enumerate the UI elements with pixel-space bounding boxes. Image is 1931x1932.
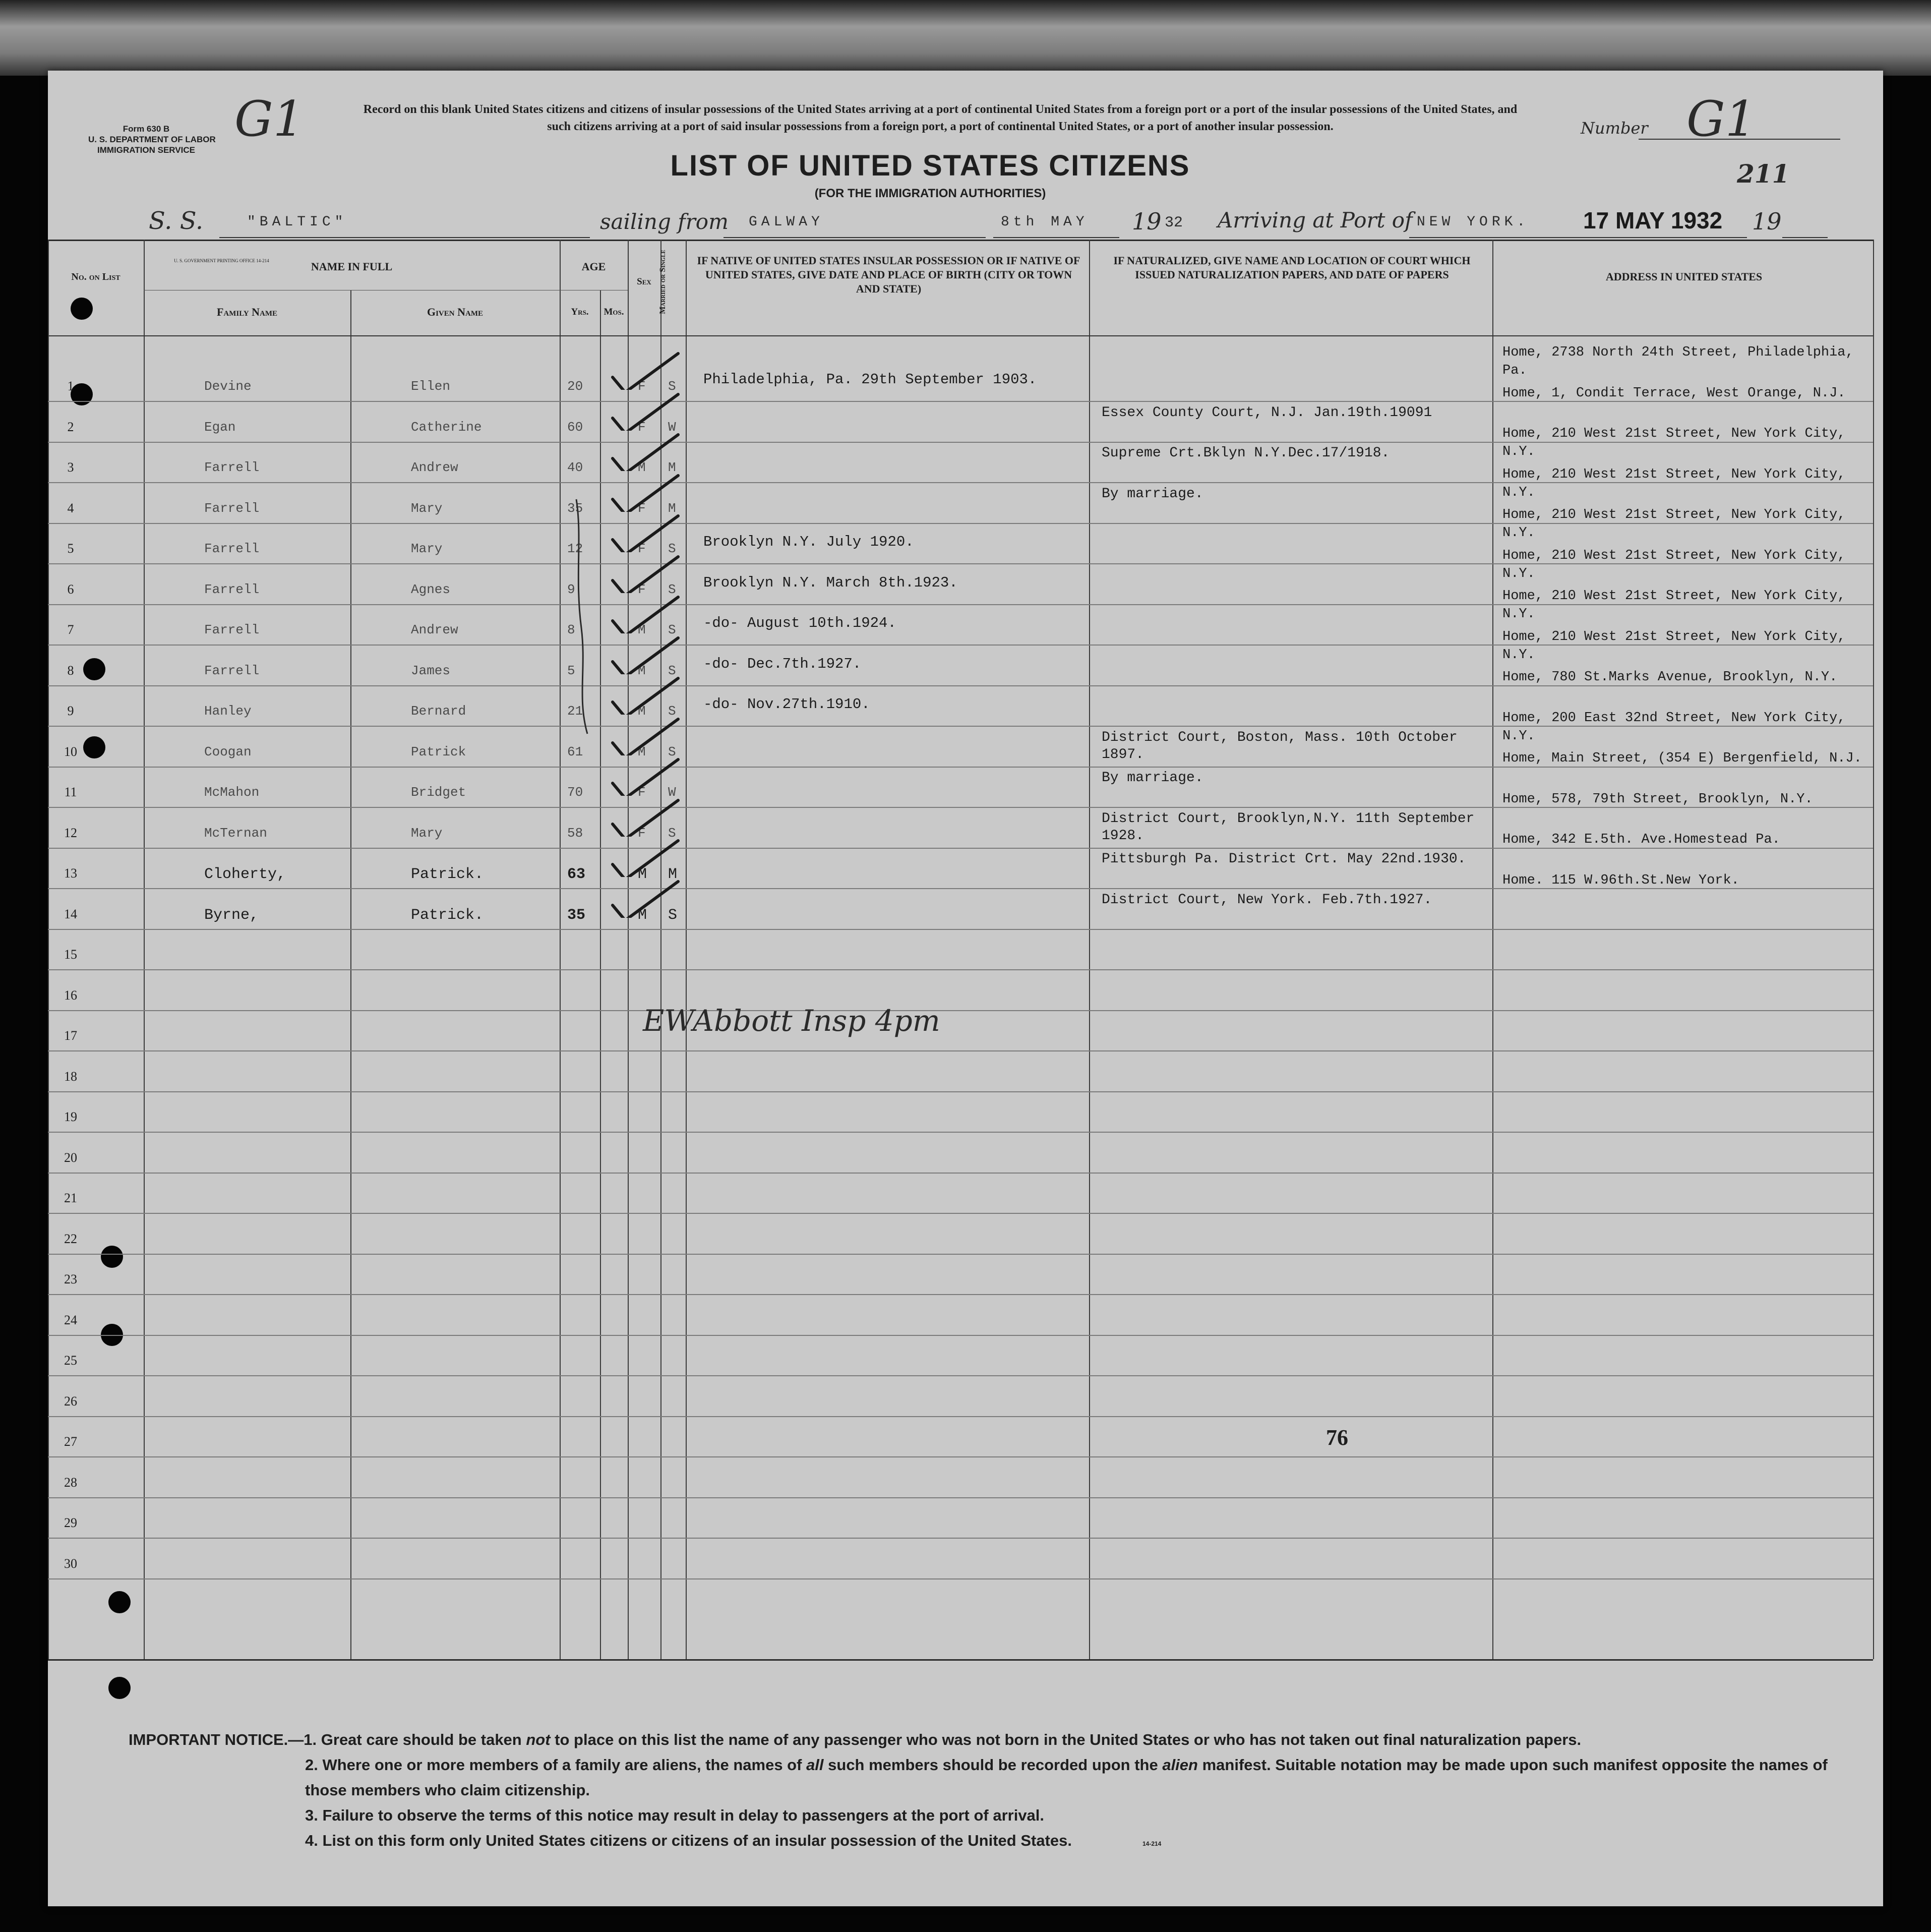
given-name: Bernard — [411, 704, 466, 719]
row-rule — [48, 1091, 1873, 1092]
age-years: 8 — [567, 622, 575, 637]
address: Home, 210 West 21st Street, New York City, N.Y. — [1502, 466, 1846, 500]
arrival-port: NEW YORK. — [1417, 214, 1530, 230]
col-header-birth: IF NATIVE OF UNITED STATES INSULAR POSSESSION OR IF NATIVE OF UNITED STATES, GIVE DATE AND PLACE OF BIRTH (CITY OR TOWN AND STATE) — [697, 254, 1080, 295]
col-header-age: AGE — [581, 260, 606, 273]
arrival-date-stamp: 17 MAY 1932 — [1583, 207, 1723, 233]
row-number: 15 — [64, 947, 77, 962]
sex: M — [638, 460, 646, 475]
col-rule — [144, 240, 145, 1659]
form-instructions: Record on this blank United States citizens and citizens of insular possessions of the United States arriving at a port of continental United States from a foreign port or a port of the insular possessions of the United States, and such citizens arriving at a port of said insular possessions from a foreign port, a port of continental United States, or a port of another insular possession. — [363, 103, 1518, 133]
family-name: Farrell — [204, 460, 260, 475]
page-subtitle: (FOR THE IMMIGRATION AUTHORITIES) — [814, 187, 1046, 200]
family-name: Farrell — [204, 663, 260, 678]
birth-info: -do- Nov.27th.1910. — [703, 696, 870, 713]
family-name: Farrell — [204, 500, 260, 516]
col-header-marital: Married or Single — [658, 250, 667, 314]
printer-note: U. S. GOVERNMENT PRINTING OFFICE 14-214 — [174, 258, 269, 263]
court-info: District Court, Brooklyn,N.Y. 11th September 1928. — [1102, 810, 1475, 844]
address: Home, 342 E.5th. Ave.Homestead Pa. — [1502, 832, 1780, 847]
notice-item-4 — [129, 1828, 1853, 1856]
notice-text: manifest. Suitable notation may be made upon such manifest opposite the names of those members who claim citizenship. — [305, 1756, 1828, 1799]
row-number: 2 — [67, 419, 74, 434]
row-number: 1 — [67, 379, 74, 393]
family-name: McMahon — [204, 785, 260, 800]
notice-text: 3. Failure to observe the terms of this notice may result in delay to passengers at the port of arrival. — [305, 1806, 1045, 1824]
sex: M — [638, 866, 647, 883]
birth-info: -do- August 10th.1924. — [703, 615, 896, 631]
row-number: 6 — [67, 581, 74, 597]
court-info: District Court, New York. Feb.7th.1927. — [1102, 892, 1432, 908]
birth-info: Brooklyn N.Y. March 8th.1923. — [703, 574, 958, 591]
marital-status: W — [668, 419, 676, 435]
row-rule — [48, 1294, 1873, 1295]
row-number: 16 — [64, 987, 77, 1003]
year-prefix: 19 — [1132, 208, 1162, 235]
sex: F — [638, 825, 646, 841]
passenger-table — [48, 240, 1883, 1659]
notice-item-2 — [129, 1752, 1853, 1803]
address: Home, 780 St.Marks Avenue, Brooklyn, N.Y. — [1502, 670, 1838, 685]
row-rule — [48, 1335, 1873, 1336]
birth-info: Brooklyn N.Y. July 1920. — [703, 534, 914, 550]
family-name: Devine — [204, 379, 252, 394]
row-number: 7 — [67, 622, 74, 637]
sex: M — [638, 622, 646, 637]
family-name: Farrell — [204, 541, 260, 556]
age-years: 5 — [567, 663, 575, 678]
family-name: Hanley — [204, 704, 252, 719]
row-rule — [48, 1050, 1873, 1051]
sex: F — [638, 379, 646, 394]
service-name: IMMIGRATION SERVICE — [97, 145, 195, 155]
row-rule — [48, 1254, 1873, 1255]
row-number: 28 — [64, 1475, 77, 1490]
col-header-family: Family Name — [216, 306, 278, 318]
tally-checkmark — [608, 593, 683, 633]
row-number: 9 — [67, 704, 74, 718]
address: Home, 1, Condit Terrace, West Orange, N.J. — [1502, 385, 1846, 401]
given-name: Mary — [411, 500, 443, 516]
age-years: 61 — [567, 744, 583, 759]
notice-item-3 — [129, 1803, 1853, 1828]
address: Home. 115 W.96th.St.New York. — [1502, 872, 1739, 888]
row-number: 26 — [64, 1393, 77, 1409]
ss-label: S. S. — [149, 207, 204, 235]
manifest-sheet — [48, 71, 1883, 1906]
tally-checkmark — [608, 349, 683, 390]
tally-checkmark — [608, 512, 683, 552]
marital-status: S — [668, 744, 676, 759]
notice-text: 2. Where one or more members of a family are aliens, the names of — [305, 1756, 807, 1774]
given-name: Patrick — [411, 744, 466, 759]
given-name: Andrew — [411, 622, 458, 637]
family-name: Egan — [204, 419, 236, 435]
row-number: 18 — [64, 1069, 77, 1084]
given-name: James — [411, 663, 451, 678]
court-info: Supreme Crt.Bklyn N.Y.Dec.17/1918. — [1102, 445, 1390, 461]
address: Home, 200 East 32nd Street, New York City, N.Y. — [1502, 710, 1846, 744]
arrival-underline — [1409, 237, 1747, 238]
sailing-label: sailing from — [600, 209, 729, 234]
row-number: 27 — [64, 1434, 77, 1449]
tally-checkmark — [608, 877, 683, 918]
court-info: By marriage. — [1102, 486, 1203, 502]
marital-status: S — [668, 663, 676, 678]
arriving-label: Arriving at Port of — [1218, 208, 1413, 232]
inspector-signature: EWAbbott Insp 4pm — [643, 1004, 940, 1038]
page-title: LIST OF UNITED STATES CITIZENS — [670, 149, 1190, 182]
notice-emphasis: alien — [1162, 1756, 1198, 1774]
row-rule — [48, 1538, 1873, 1539]
row-rule — [48, 1497, 1873, 1498]
age-years: 58 — [567, 825, 583, 841]
sex: F — [638, 541, 646, 556]
age-years: 63 — [567, 866, 586, 883]
tally-checkmark — [608, 755, 683, 796]
col-rule — [600, 290, 601, 1659]
row-number: 5 — [67, 541, 74, 556]
given-name: Mary — [411, 541, 443, 556]
notice-text: such members should be recorded upon the — [823, 1756, 1163, 1774]
number-value: G1 — [1686, 91, 1756, 147]
family-name: Farrell — [204, 581, 260, 597]
age-years: 12 — [567, 541, 583, 556]
scan-border — [0, 0, 1931, 76]
row-rule — [48, 1173, 1873, 1174]
row-number: 11 — [64, 785, 77, 799]
row-rule — [48, 1578, 1873, 1579]
col-header-yrs: Yrs. — [571, 307, 589, 317]
sailing-underline — [723, 237, 986, 238]
row-number: 17 — [64, 1028, 77, 1043]
address: Home, Main Street, (354 E) Bergenfield, N.J. — [1502, 751, 1862, 766]
col-rule — [350, 290, 351, 1659]
given-name: Catherine — [411, 419, 482, 435]
row-rule — [48, 1375, 1873, 1376]
header-bottom-rule — [48, 335, 1873, 336]
court-info: District Court, Boston, Mass. 10th October 1897. — [1102, 729, 1458, 763]
age-years: 60 — [567, 419, 583, 435]
marital-status: S — [668, 825, 676, 841]
sex: F — [638, 785, 646, 800]
address: Home, 210 West 21st Street, New York City, N.Y. — [1502, 589, 1846, 622]
tally-checkmark — [608, 431, 683, 471]
tally-checkmark — [608, 390, 683, 431]
notice-label: IMPORTANT NOTICE.— — [129, 1731, 304, 1748]
tally-checkmark — [608, 674, 683, 715]
important-notice — [129, 1727, 1853, 1856]
court-info: By marriage. — [1102, 770, 1203, 786]
page-number: 211 — [1737, 159, 1790, 189]
sex: F — [638, 581, 646, 597]
year-underline — [1782, 237, 1828, 238]
number-label: Number — [1581, 119, 1648, 138]
row-rule — [48, 1416, 1873, 1417]
marital-status: S — [668, 541, 676, 556]
family-name: Byrne, — [204, 906, 259, 924]
given-name: Mary — [411, 825, 443, 841]
notice-emphasis: not — [526, 1731, 551, 1748]
marital-status: W — [668, 785, 676, 800]
sex: M — [638, 663, 646, 678]
address: Home, 578, 79th Street, Brooklyn, N.Y. — [1502, 791, 1813, 807]
marital-status: M — [668, 460, 676, 475]
given-name: Andrew — [411, 460, 458, 475]
address: Home, 210 West 21st Street, New York City, N.Y. — [1502, 507, 1846, 541]
age-years: 20 — [567, 379, 583, 394]
tally-checkmark — [608, 553, 683, 593]
row-number: 25 — [64, 1353, 77, 1368]
row-number: 13 — [64, 866, 77, 881]
col-rule — [686, 240, 687, 1659]
col-rule — [1089, 240, 1090, 1659]
address: Home, 210 West 21st Street, New York City, N.Y. — [1502, 426, 1846, 459]
col-rule — [1873, 240, 1874, 1659]
marital-status: S — [668, 622, 676, 637]
given-name: Agnes — [411, 581, 451, 597]
notice-text: to place on this list the name of any passenger who was not born in the United States or who has not taken out final naturalization papers. — [550, 1731, 1582, 1748]
row-number: 10 — [64, 744, 77, 759]
sex: M — [638, 906, 647, 924]
age-years: 35 — [567, 906, 586, 924]
col-rule — [560, 240, 561, 1659]
row-number: 23 — [64, 1272, 77, 1286]
row-number: 22 — [64, 1231, 77, 1246]
address: Home, 210 West 21st Street, New York City, N.Y. — [1502, 629, 1846, 663]
form-code: 14-214 — [1142, 1840, 1162, 1847]
birth-info: Philadelphia, Pa. 29th September 1903. — [703, 371, 1037, 388]
row-rule — [48, 1213, 1873, 1214]
row-rule — [48, 969, 1873, 970]
tally-checkmark — [608, 715, 683, 755]
age-years: 70 — [567, 785, 583, 800]
family-name: Farrell — [204, 622, 260, 637]
notice-emphasis: all — [806, 1756, 824, 1774]
tally-checkmark — [608, 634, 683, 674]
marital-status: S — [668, 704, 676, 719]
handwritten-group-mark: G1 — [234, 91, 304, 147]
col-header-mos: Mos. — [604, 307, 624, 317]
col-header-address: ADDRESS IN UNITED STATES — [1605, 270, 1763, 283]
family-name: Coogan — [204, 744, 252, 759]
age-years: 21 — [567, 704, 583, 719]
address: Home, 2738 North 24th Street, Philadelphia, Pa. — [1502, 345, 1854, 378]
row-rule — [48, 929, 1873, 930]
col-header-sex: Sex — [637, 276, 651, 287]
sex: F — [638, 500, 646, 516]
sex: M — [638, 744, 646, 759]
row-number: 19 — [64, 1109, 77, 1124]
sex: M — [638, 704, 646, 719]
department-name: U. S. DEPARTMENT OF LABOR — [88, 135, 216, 144]
form-identifier — [88, 124, 216, 155]
row-rule — [48, 1456, 1873, 1457]
year-prefix-2: 19 — [1752, 208, 1782, 235]
row-number: 29 — [64, 1515, 77, 1530]
form-number: Form 630 B — [123, 124, 170, 134]
court-info: Pittsburgh Pa. District Crt. May 22nd.1930. — [1102, 851, 1466, 867]
year-suffix: 32 — [1165, 214, 1183, 231]
tally-checkmark — [608, 796, 683, 837]
given-name: Patrick. — [411, 866, 484, 883]
table-bottom-border — [48, 1659, 1873, 1661]
row-number: 8 — [67, 663, 74, 678]
row-rule — [48, 1132, 1873, 1133]
sailing-date: 8th MAY — [1001, 214, 1089, 230]
row-rule — [48, 1010, 1873, 1011]
date-underline — [993, 237, 1119, 238]
age-years: 35 — [567, 500, 583, 516]
given-name: Ellen — [411, 379, 451, 394]
address: Home, 210 West 21st Street, New York City, N.Y. — [1502, 548, 1846, 581]
given-name: Bridget — [411, 785, 466, 800]
age-years: 9 — [567, 581, 575, 597]
family-name: Cloherty, — [204, 866, 286, 883]
tally-checkmark — [608, 472, 683, 512]
tally-checkmark — [608, 837, 683, 877]
notice-text: 1. Great care should be taken — [304, 1731, 526, 1748]
family-bracket — [572, 497, 592, 739]
age-years: 40 — [567, 460, 583, 475]
row-number: 30 — [64, 1556, 77, 1571]
col-header-name: NAME IN FULL — [311, 260, 393, 273]
marital-status: S — [668, 906, 678, 924]
punch-hole — [108, 1677, 131, 1699]
marital-status: M — [668, 866, 678, 883]
row-number: 24 — [64, 1312, 77, 1327]
given-name: Patrick. — [411, 906, 484, 924]
marital-status: S — [668, 379, 676, 394]
family-name: McTernan — [204, 825, 267, 841]
row-number: 4 — [67, 500, 74, 515]
row-number: 20 — [64, 1150, 77, 1165]
birth-info: -do- Dec.7th.1927. — [703, 655, 862, 672]
col-rule — [1492, 240, 1493, 1659]
row-number: 14 — [64, 906, 77, 921]
table-top-border — [48, 240, 1873, 241]
ship-underline — [219, 237, 590, 238]
row-number: 12 — [64, 825, 77, 840]
col-header-given: Given Name — [427, 306, 483, 318]
ship-name: "BALTIC" — [247, 214, 347, 230]
margin-number: 76 — [1326, 1425, 1348, 1450]
sex: F — [638, 419, 646, 435]
notice-text: 4. List on this form only United States citizens or citizens of an insular possession of the United States. — [305, 1832, 1072, 1849]
court-info: Essex County Court, N.J. Jan.19th.19091 — [1102, 404, 1432, 421]
sailing-port: GALWAY — [749, 214, 824, 230]
col-header-court: IF NATURALIZED, GIVE NAME AND LOCATION OF COURT WHICH ISSUED NATURALIZATION PAPERS, AND DATE OF PAPERS — [1113, 254, 1471, 281]
marital-status: S — [668, 581, 676, 597]
col-header-no: No. on List — [71, 271, 120, 282]
marital-status: M — [668, 500, 676, 516]
notice-item-1 — [129, 1727, 1853, 1752]
row-number: 3 — [67, 460, 74, 475]
row-number: 21 — [64, 1191, 77, 1205]
